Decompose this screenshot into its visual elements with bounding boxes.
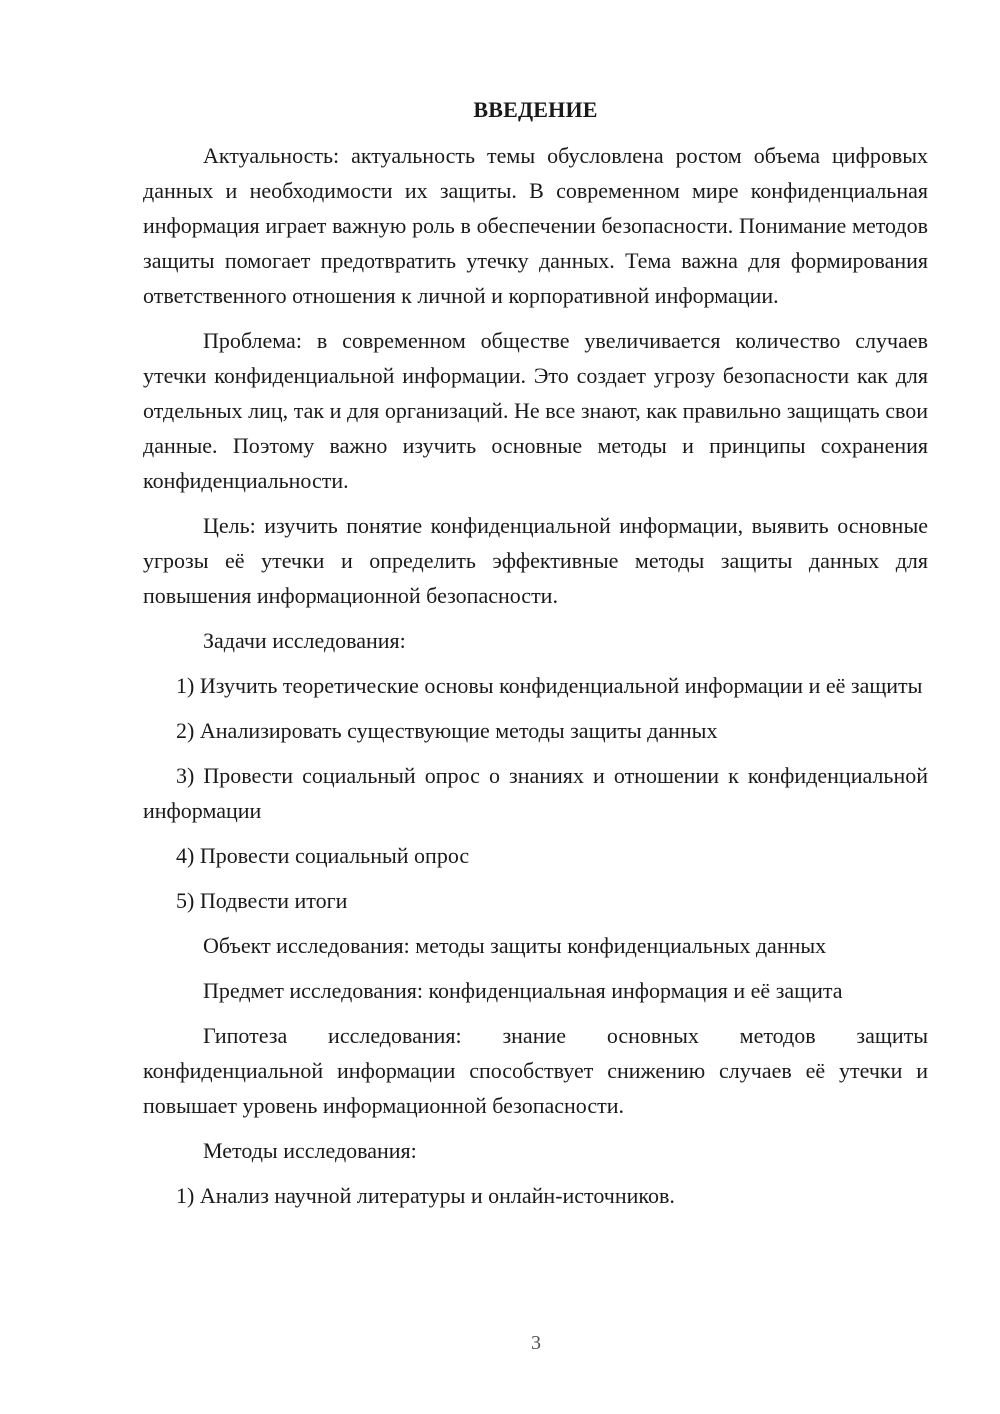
method-item-1: 1) Анализ научной литературы и онлайн-источников. bbox=[176, 1183, 675, 1208]
task-item-1: 1) Изучить теоретические основы конфиденциальной информации и её защиты bbox=[176, 673, 923, 698]
tasks-heading: Задачи исследования: bbox=[203, 628, 406, 653]
task-item-5: 5) Подвести итоги bbox=[176, 888, 348, 913]
task-item-2: 2) Анализировать существующие методы защиты данных bbox=[176, 718, 718, 743]
problem-paragraph: Проблема: в современном обществе увеличивается количество случаев утечки конфиденциальной информации. Это создает угрозу безопасности как для отдельных лиц, так и для организаций. Не все знают, как правильно защищать свои данные. Поэтому важно изучить основные методы и принципы сохранения конфиденциальности. bbox=[143, 328, 928, 493]
page-number: 3 bbox=[531, 1332, 541, 1354]
section-title: ВВЕДЕНИЕ bbox=[473, 97, 598, 122]
goal-paragraph: Цель: изучить понятие конфиденциальной информации, выявить основные угрозы её утечки и определить эффективные методы защиты данных для повышения информационной безопасности. bbox=[143, 513, 928, 608]
document-page bbox=[143, 92, 928, 1223]
task-item-4: 4) Провести социальный опрос bbox=[176, 843, 470, 868]
hypothesis-paragraph: Гипотеза исследования: знание основных методов защиты конфиденциальной информации способствует снижению случаев её утечки и повышает уровень информационной безопасности. bbox=[143, 1023, 928, 1118]
task-item-3: 3) Провести социальный опрос о знаниях и отношении к конфиденциальной информации bbox=[143, 763, 928, 823]
relevance-paragraph: Актуальность: актуальность темы обусловлена ростом объема цифровых данных и необходимости их защиты. В современном мире конфиденциальная информация играет важную роль в обеспечении безопасности. Понимание методов защиты помогает предотвратить утечку данных. Тема важна для формирования ответственного отношения к личной и корпоративной информации. bbox=[143, 143, 928, 308]
methods-heading: Методы исследования: bbox=[203, 1138, 417, 1163]
research-subject: Предмет исследования: конфиденциальная информация и её защита bbox=[203, 978, 843, 1003]
research-object: Объект исследования: методы защиты конфиденциальных данных bbox=[203, 933, 827, 958]
